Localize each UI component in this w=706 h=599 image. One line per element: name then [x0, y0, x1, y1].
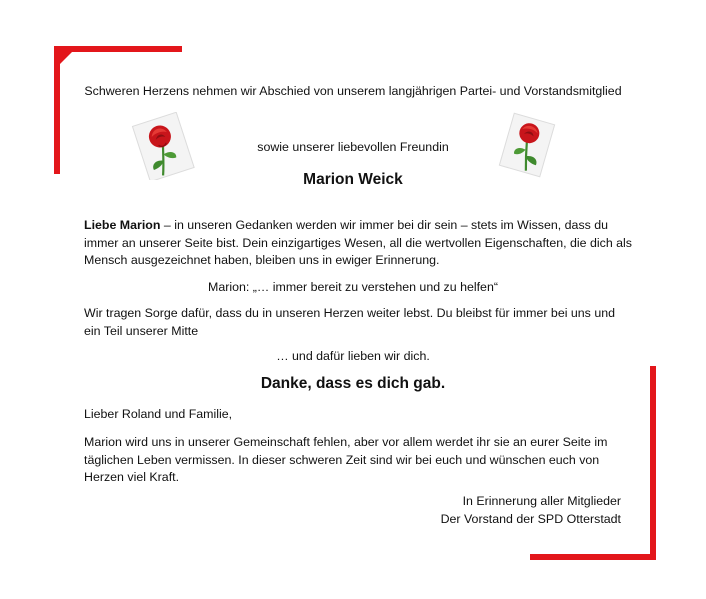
- paragraph-2: Wir tragen Sorge dafür, dass du in unseren Herzen weiter lebst. Du bleibst für immer bei uns und ein Teil unserer Mitte: [84, 306, 615, 338]
- quote-line: Marion: „… immer bereit zu verstehen und zu helfen“: [208, 280, 498, 294]
- paragraph-4: Marion wird uns in unserer Gemeinschaft fehlen, aber vor allem werdet ihr sie an eurer Seite im täglichen Leben vermissen. In dieser schweren Zeit sind wir bei euch und wünschen euch von Herzen viel Kraft.: [84, 435, 608, 484]
- frame-top-left-notch: [60, 52, 72, 64]
- frame-bottom-right-vertical: [650, 366, 656, 560]
- deceased-name: Marion Weick: [303, 171, 403, 188]
- paragraph-3: … und dafür lieben wir dich.: [276, 349, 430, 363]
- paragraph-1: [84, 217, 634, 270]
- paragraph-1-rest: – in unseren Gedanken werden wir immer bei dir sein – stets im Wissen, dass du immer an unserer Seite bist. Dein einzigartiges Wesen, all die wertvollen Eigenschaften, die dich als Mensch ausgezeichnet haben, bleiben uns in ewiger Erinnerung.: [84, 218, 632, 267]
- frame-top-left-horizontal: [54, 46, 182, 52]
- greeting-line: Lieber Roland und Familie,: [84, 407, 233, 421]
- subheader-line: sowie unserer liebevollen Freundin: [257, 140, 449, 154]
- paragraph-1-lead: Liebe Marion: [84, 218, 161, 232]
- signature-line-2: Der Vorstand der SPD Otterstadt: [440, 512, 621, 526]
- frame-bottom-right-horizontal: [530, 554, 656, 560]
- thanks-heading: Danke, dass es dich gab.: [260, 375, 446, 392]
- signature-line-1: In Erinnerung aller Mitglieder: [462, 494, 621, 508]
- header-line: Schweren Herzens nehmen wir Abschied von unserem langjährigen Partei- und Vorstandsmitglied: [84, 84, 622, 98]
